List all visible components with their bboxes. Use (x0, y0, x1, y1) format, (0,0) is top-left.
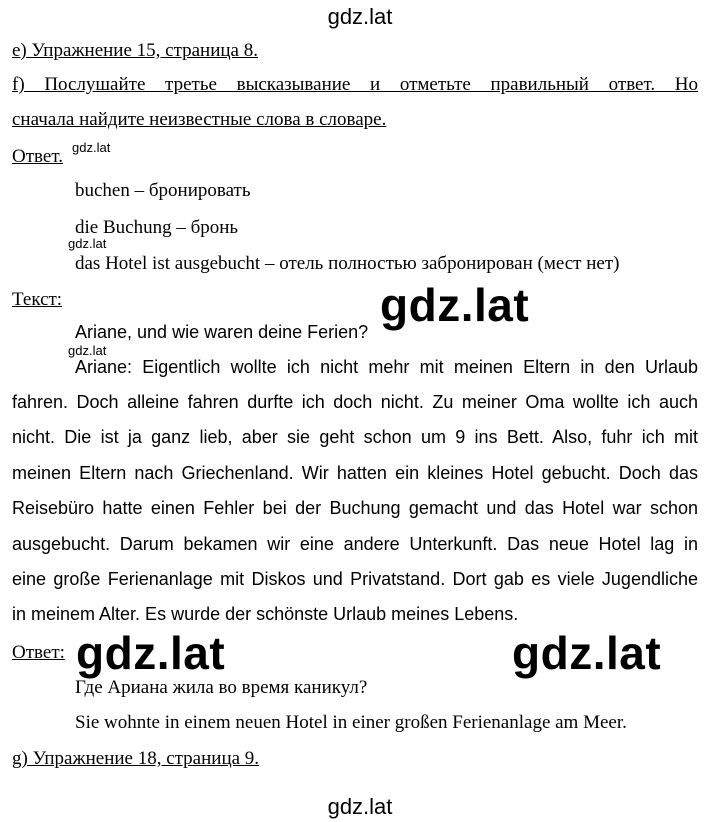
answer-label-2: Ответ: (12, 642, 65, 663)
vocab-item-3: das Hotel ist ausgebucht – отель полностью забронирован (мест нет) (75, 253, 620, 274)
watermark-small-2: gdz.lat (68, 236, 107, 251)
text-line-5: Reisebüro hatte einen Fehler bei der Buchung gemacht und das Hotel war schon (12, 498, 698, 518)
task-f-line-2: сначала найдите неизвестные слова в словаре. (12, 109, 387, 130)
text-line-7: eine große Ferienanlage mit Diskos und Privatstand. Dort gab es viele Jugendliche (12, 569, 698, 589)
watermark-big-3: gdz.lat (508, 628, 665, 678)
watermark-bottom: gdz.lat (327, 794, 393, 819)
watermark-big-1: gdz.lat (380, 279, 530, 331)
text-question: Ariane, und wie waren deine Ferien? (75, 322, 369, 342)
watermark-big-2: gdz.lat (72, 628, 229, 678)
vocab-item-1: buchen – бронировать (75, 180, 251, 201)
vocab-item-2: die Buchung – бронь (75, 217, 239, 238)
text-line-2: fahren. Doch alleine fahren durfte ich doch nicht. Zu meiner Oma wollte ich auch (12, 392, 698, 412)
text-line-1: Ariane: Eigentlich wollte ich nicht mehr mit meinen Eltern in den Urlaub (75, 357, 698, 377)
text-label: Текст: (12, 289, 63, 310)
watermark-small-3: gdz.lat (68, 343, 107, 358)
watermark-small-1: gdz.lat (72, 140, 111, 155)
task-f-line-1: f) Послушайте третье высказывание и отметьте правильный ответ. Но (12, 74, 698, 95)
exercise-heading-e: e) Упражнение 15, страница 8. (12, 40, 258, 61)
text-line-3: nicht. Die ist ja ganz lieb, aber sie geht schon um 9 ins Bett. Also, fuhr ich mit (12, 427, 698, 447)
answer-text: Sie wohnte in einem neuen Hotel in einer großen Ferienanlage am Meer. (75, 712, 627, 733)
answer-question: Где Ариана жила во время каникул? (75, 677, 368, 698)
text-line-6: ausgebucht. Darum bekamen wir eine andere Unterkunft. Das neue Hotel lag in (12, 534, 698, 554)
text-line-8: in meinem Alter. Es wurde der schönste Urlaub meines Lebens. (12, 604, 519, 624)
watermark-top: gdz.lat (327, 4, 393, 29)
text-line-4: meinen Eltern nach Griechenland. Wir hatten ein kleines Hotel gebucht. Doch das (12, 463, 698, 483)
answer-label-1: Ответ. (12, 146, 63, 167)
exercise-heading-g: g) Упражнение 18, страница 9. (12, 748, 260, 769)
